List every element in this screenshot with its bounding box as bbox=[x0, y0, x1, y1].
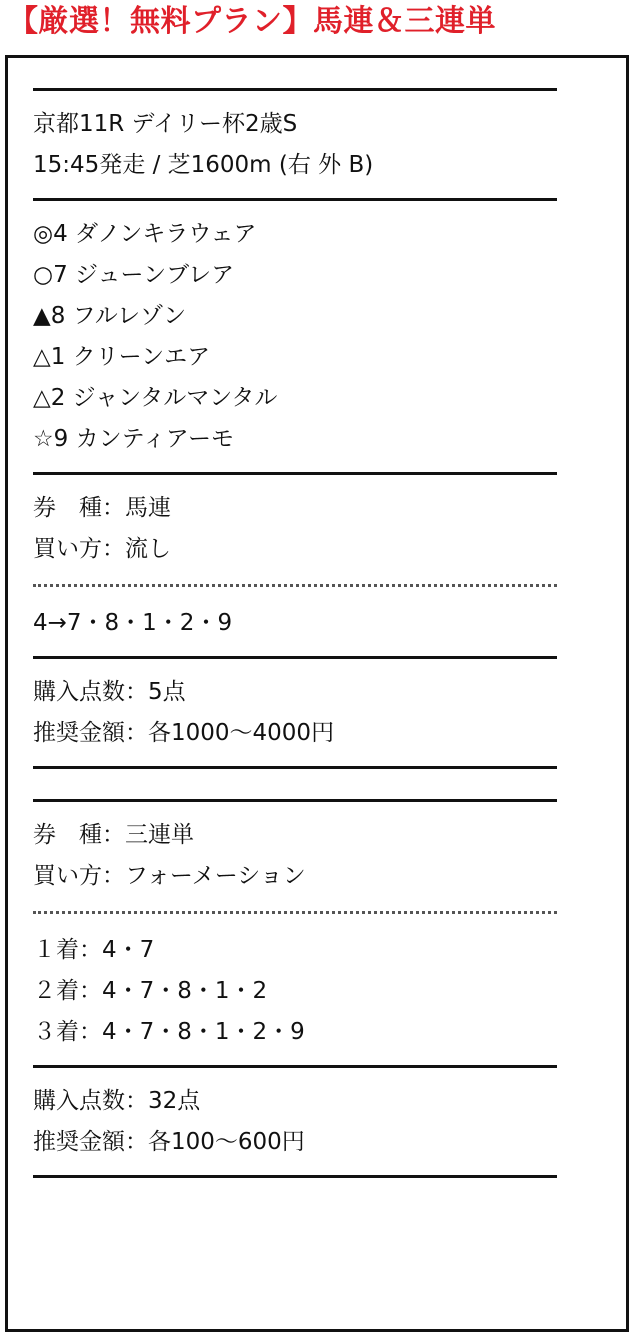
divider bbox=[33, 1175, 557, 1178]
divider bbox=[33, 472, 557, 475]
page-heading: 【厳選！無料プラン】馬連＆三連単 bbox=[8, 4, 496, 39]
bet1-method: 買い方：流し bbox=[33, 536, 171, 562]
divider bbox=[33, 88, 557, 91]
pick-item: ▲8 フルレゾン bbox=[33, 303, 187, 329]
bet2-method: 買い方：フォーメーション bbox=[33, 863, 306, 889]
divider bbox=[33, 198, 557, 201]
bet1-points: 購入点数：5点 bbox=[33, 679, 186, 705]
picks-list bbox=[33, 214, 557, 460]
bet2-points: 購入点数：32点 bbox=[33, 1088, 201, 1114]
divider bbox=[33, 656, 557, 659]
bet1-type: 券 種：馬連 bbox=[33, 495, 171, 521]
bet2-type: 券 種：三連単 bbox=[33, 822, 194, 848]
divider bbox=[33, 766, 557, 769]
pick-item: ◎4 ダノンキラウェア bbox=[33, 221, 257, 247]
race-details: 15:45発走 / 芝1600m (右 外 B) bbox=[33, 152, 374, 178]
plan-card bbox=[5, 55, 629, 1332]
bet2-second-place: ２着：4・7・8・1・2 bbox=[33, 978, 268, 1004]
dotted-divider bbox=[33, 911, 557, 914]
pick-item: ○7 ジューンブレア bbox=[33, 262, 235, 288]
race-title: 京都11R デイリー杯2歳S bbox=[33, 111, 298, 137]
dotted-divider bbox=[33, 584, 557, 587]
bet2-third-place: ３着：4・7・8・1・2・9 bbox=[33, 1019, 305, 1045]
bet1-amount: 推奨金額：各1000〜4000円 bbox=[33, 720, 335, 746]
pick-item: △1 クリーンエア bbox=[33, 344, 211, 370]
pick-item: ☆9 カンティアーモ bbox=[33, 426, 235, 452]
divider bbox=[33, 1065, 557, 1068]
pick-item: △2 ジャンタルマンタル bbox=[33, 385, 278, 411]
bet1-combination: 4→7・8・1・2・9 bbox=[33, 610, 233, 636]
divider bbox=[33, 799, 557, 802]
bet2-first-place: １着：4・7 bbox=[33, 937, 155, 963]
bet2-amount: 推奨金額：各100〜600円 bbox=[33, 1129, 305, 1155]
plan-content bbox=[33, 88, 557, 1191]
